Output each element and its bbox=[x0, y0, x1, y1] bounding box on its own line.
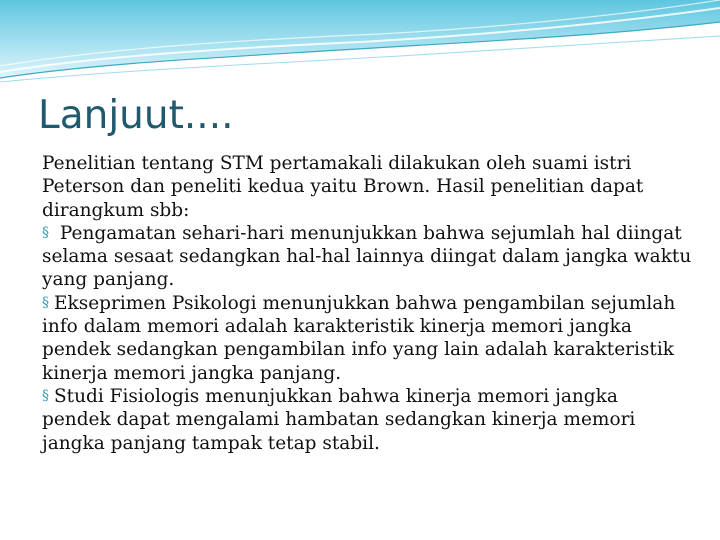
bullet-text: Studi Fisiologis menunjukkan bahwa kinerja memori jangka pendek dapat mengalami hambatan sedangkan kinerja memori jangka panjang tampak tetap stabil. bbox=[42, 385, 636, 454]
bullet-icon: § bbox=[42, 224, 49, 241]
bullet-item bbox=[42, 385, 692, 455]
slide-title: Lanjuut.... bbox=[38, 93, 234, 138]
bullet-icon: § bbox=[42, 387, 49, 404]
bullet-item bbox=[42, 222, 692, 292]
bullet-text: Pengamatan sehari-hari menunjukkan bahwa sejumlah hal diingat selama sesaat sedangkan hal-hal lainnya diingat dalam jangka waktu yang panjang. bbox=[42, 222, 692, 291]
slide-body bbox=[42, 152, 692, 455]
bullet-text: Ekseprimen Psikologi menunjukkan bahwa pengambilan sejumlah info dalam memori adalah karakteristik kinerja memori jangka pendek sedangkan pengambilan info yang lain adalah karakteristik kinerja memori jangka panjang. bbox=[42, 292, 676, 384]
bullet-item bbox=[42, 292, 692, 385]
header-wave-decoration bbox=[0, 0, 720, 90]
intro-paragraph: Penelitian tentang STM pertamakali dilakukan oleh suami istri Peterson dan peneliti kedua yaitu Brown. Hasil penelitian dapat dirangkum sbb: bbox=[42, 153, 644, 221]
bullet-icon: § bbox=[42, 294, 49, 311]
